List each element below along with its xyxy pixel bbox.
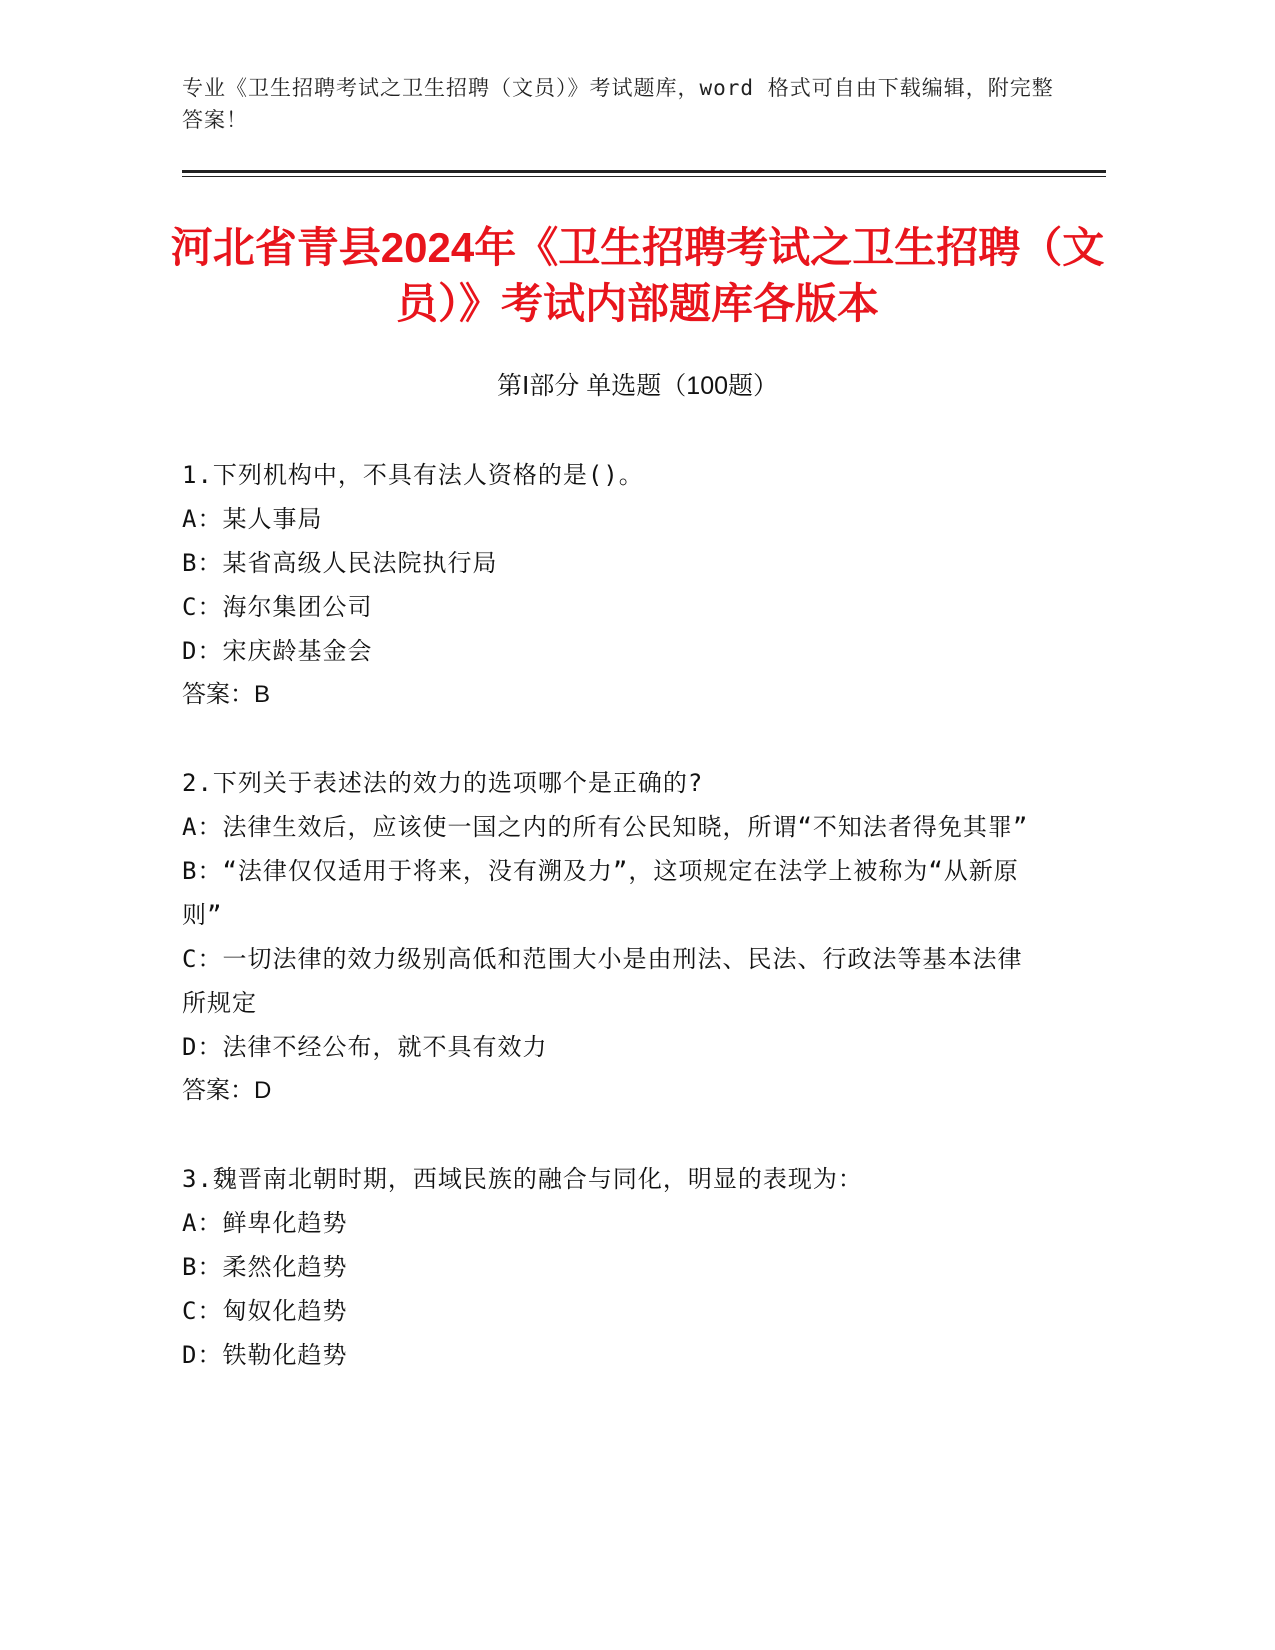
question-stem: 1.下列机构中，不具有法人资格的是()。 (182, 461, 644, 489)
option-a: A：某人事局 (182, 505, 323, 533)
option-d: D：铁勒化趋势 (182, 1341, 348, 1369)
option-c: C：海尔集团公司 (182, 593, 373, 621)
option-b: B：柔然化趋势 (182, 1253, 348, 1281)
option-b: B：某省高级人民法院执行局 (182, 549, 498, 577)
option-c: C：一切法律的效力级别高低和范围大小是由刑法、民法、行政法等基本法律所规定 (182, 945, 1023, 1017)
option-d: D：法律不经公布，就不具有效力 (182, 1033, 548, 1061)
header-divider-thick (182, 170, 1106, 173)
answer-line: 答案：B (182, 681, 271, 708)
option-a: A：法律生效后，应该使一国之内的所有公民知晓，所谓“不知法者得免其罪” (182, 813, 1029, 841)
question-1 (182, 453, 1042, 717)
header-note: 专业《卫生招聘考试之卫生招聘（文员）》考试题库，word 格式可自由下载编辑，附完整答案！ (182, 76, 1054, 132)
question-2 (182, 761, 1042, 1113)
question-stem: 3.魏晋南北朝时期，西域民族的融合与同化，明显的表现为： (182, 1165, 863, 1193)
section-heading: 第Ⅰ部分 单选题（100题） (496, 372, 779, 400)
option-a: A：鲜卑化趋势 (182, 1209, 348, 1237)
page-title: 河北省青县2024年《卫生招聘考试之卫生招聘（文员）》考试内部题库各版本 (170, 224, 1105, 327)
question-stem: 2.下列关于表述法的效力的选项哪个是正确的? (182, 769, 704, 797)
header-divider-thin (182, 176, 1106, 177)
option-c: C：匈奴化趋势 (182, 1297, 348, 1325)
option-b: B：“法律仅仅适用于将来，没有溯及力”，这项规定在法学上被称为“从新原则” (182, 857, 1019, 929)
question-3 (182, 1157, 1042, 1377)
answer-line: 答案：D (182, 1077, 272, 1104)
question-list (182, 453, 1042, 1421)
option-d: D：宋庆龄基金会 (182, 637, 373, 665)
